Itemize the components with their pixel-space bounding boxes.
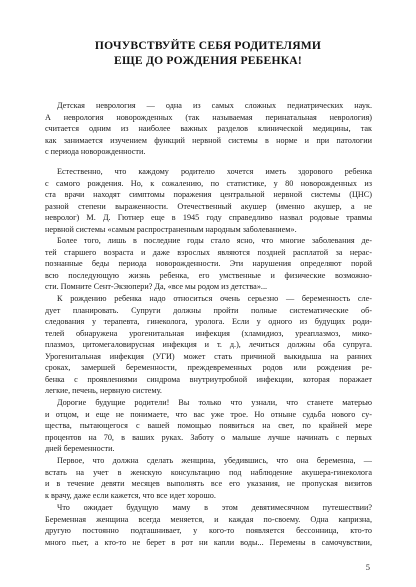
- text-line: сроках, замершей беременности, преждевременных родов или рождения ре-: [45, 363, 372, 372]
- text-line: легкие, печень, нервную систему.: [45, 386, 162, 395]
- text-line: Урогенитальная инфекция (УГИ) может стать причиной выкидыша на ранних: [45, 351, 372, 361]
- text-line: разной степени выраженности. Отечественный акушер (именно акушер, а не: [45, 201, 372, 211]
- paragraph-2: [45, 166, 372, 235]
- text-line: всю последующую жизнь ребенка, его умственные и физические возможно-: [45, 270, 372, 280]
- paragraph-5: [45, 397, 372, 455]
- text-line: Дорогие будущие родители! Вы только что узнали, что станете матерью: [57, 398, 372, 407]
- text-line: процентов на 70, в ваших руках. Заботу о малыше лучше начинать с первых: [45, 432, 372, 442]
- text-line: дней беременности.: [45, 444, 115, 453]
- text-line: ста врачи находят симптомы поражения центральной нервной системы (ЦНС): [45, 190, 372, 199]
- paragraph-4: [45, 293, 372, 397]
- text-line: телей обнаружена урогенитальная инфекция (хламидиоз, уреаплазмоз, мико-: [45, 328, 372, 338]
- paragraph-1: [45, 100, 372, 158]
- text-line: Естественно, что каждому родителю хочется иметь здорового ребенка: [57, 167, 372, 176]
- text-line: сти. Помните Сент-Экзюпери? Да, «все мы родом из детства»...: [45, 282, 268, 291]
- page-title-line-2: ЕЩЕ ДО РОЖДЕНИЯ РЕБЕНКА!: [114, 54, 302, 67]
- text-line: К рождению ребенка надо относиться очень серьезно — беременность сле-: [57, 294, 372, 303]
- text-line: встать на учет в женскую консультацию под наблюдение акушера-гинеколога: [45, 467, 372, 477]
- text-line: нервной системы «самым распространенным народным заболеванием».: [45, 224, 297, 234]
- text-line: с периода новорожденности.: [45, 147, 146, 156]
- text-line: тей старшего возраста и даже взрослых являются поздней расплатой за нерас-: [45, 247, 372, 257]
- text-line: и в течение девяти месяцев выполнять все его указания, не пропуская визитов: [45, 479, 372, 488]
- paragraph-6: [45, 455, 372, 501]
- text-line: следования у терапевта, гинеколога, уролога. Если у одного из будущих роди-: [45, 317, 372, 326]
- page-title-line-1: ПОЧУВСТВУЙТЕ СЕБЯ РОДИТЕЛЯМИ: [94, 39, 322, 52]
- text-line: Беременная женщина всегда меняется, и каждая по-своему. Одна капризна,: [45, 514, 372, 524]
- text-line: Что ожидает будущую маму в этом девятимесячном путешествии?: [57, 503, 372, 512]
- text-line: невролог) М. Д. Гютнер еще в 1945 году справедливо назвал родовые травмы: [45, 213, 372, 222]
- text-line: с самого рождения. Но, к сожалению, по статистике, у 80 новорожденных из: [45, 178, 372, 188]
- page-number: 5: [365, 562, 370, 572]
- text-line: А неврология новорожденных (так называемая перинатальная неврология): [45, 112, 372, 122]
- paragraph-3: [45, 235, 372, 293]
- text-line: Более того, лишь в последние годы стало ясно, что многие заболевания де-: [57, 236, 372, 245]
- page-title: [40, 38, 376, 68]
- text-line: бенка с проявлениями синдрома внутриутробной инфекции, которая поражает: [45, 374, 372, 384]
- text-line: щества, пытающегося с вашей помощью появиться на свет, по крайней мере: [45, 421, 372, 430]
- text-line: к врачу, даже если кажется, что все идет хорошо.: [45, 490, 216, 500]
- text-line: Первое, что должна сделать женщина, убедившись, что она беременна, —: [57, 456, 372, 465]
- text-line: как занимается изучением функций нервной системы в норме и при патологии: [45, 135, 372, 145]
- text-line: познанные беды периода новорожденности. Эти нарушения определяют порой: [45, 259, 372, 268]
- paragraph-7: [45, 502, 372, 548]
- text-line: Детская неврология — одна из самых сложных педиатрических наук.: [57, 101, 372, 110]
- text-line: другую постоянно подташнивает, у кого-то появляется бессонница, кто-то: [45, 526, 372, 535]
- text-line: дует планировать. Супруги должны пройти полные систематические об-: [45, 305, 372, 315]
- text-line: много пьет, а кто-то не берет в рот ни капли воды... Перемены в самочувствии,: [45, 537, 372, 547]
- text-line: считается одним из наиболее важных разделов клинической медицины, так: [45, 124, 372, 133]
- text-line: плазмоз, цитомегаловирусная инфекция и т. д.), лечиться должны оба супруга.: [45, 340, 372, 349]
- text-line: и отцом, и еще не понимаете, что вас уже трое. Но отныне судьба нового су-: [45, 409, 372, 419]
